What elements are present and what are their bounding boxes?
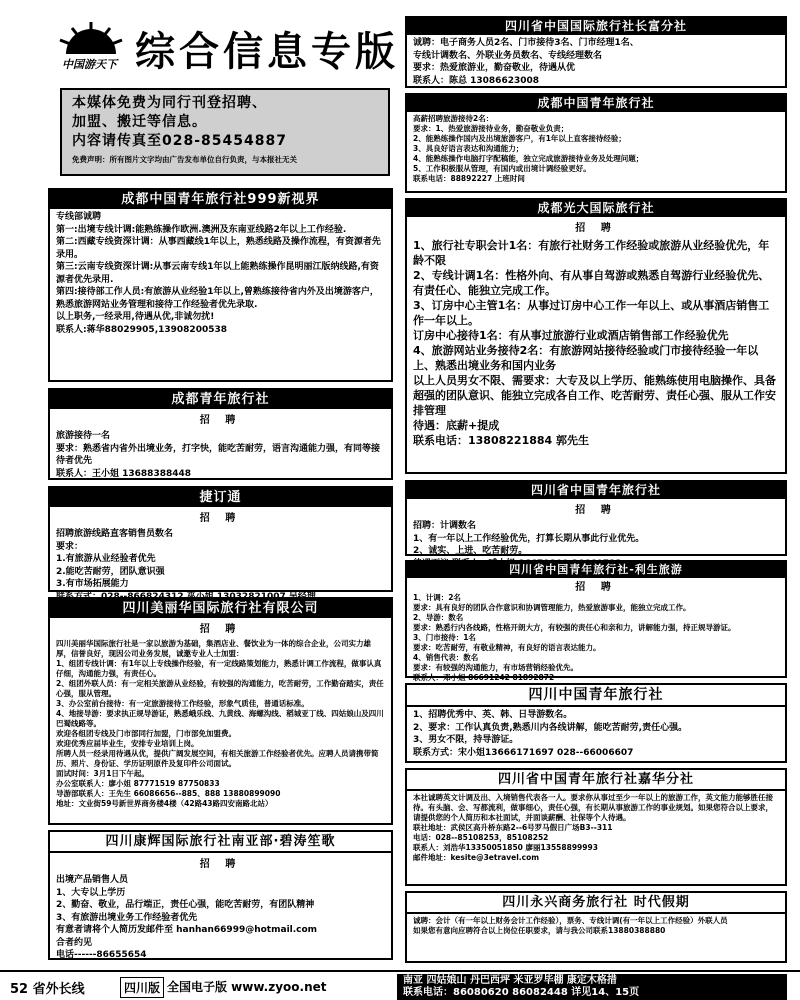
- ad-kanghui: [48, 830, 393, 960]
- ad-title: 成都中国青年旅行社999新视界: [50, 190, 391, 209]
- ad-lisheng: [405, 560, 787, 682]
- ad-line: 地址：文业街59号新世界商务楼4楼（42路43路四安南路北站）: [56, 799, 273, 808]
- ad-line: 专线部诚聘: [56, 212, 102, 222]
- ad-line: 合者约见: [56, 937, 93, 948]
- ad-contact: 联系人:蒋华88029905,13908200538: [56, 324, 228, 335]
- ad-line: 4、地接导游：要求执正规导游证，熟悉峨乐线、九黄线、海螺沟线、稻城亚丁线、四姑娘山及四川巴蜀线路等。: [56, 709, 384, 728]
- ad-line: 本社诚聘英文计调及出、入境销售代表各一人。要求你从事过至少一年以上的旅游工作，英文能力能够胜任接待。有头脑、会、写都流利，做事细心，责任心强，有长期从事旅游工作的事业规划。如果您符合以上要求，请提供您的个人简历和本社面试，并面谈薪酬、社保等个人待遇。: [413, 793, 773, 822]
- ad-title: 成都光大国际旅行社: [407, 200, 785, 217]
- ad-cyts-999: [48, 188, 393, 382]
- footer-ad-line1: 南亚 四姑娘山 丹巴西坪 米亚罗毕棚 康定木格措: [403, 975, 617, 986]
- ad-line: 要求：热爱旅游业，勤奋敬业，待遇从优: [413, 63, 576, 73]
- ad-title: 成都青年旅行社: [50, 390, 391, 409]
- ad-cyts-chengdu: [405, 93, 787, 193]
- ad-line: 2.能吃苦耐劳，团队意识强: [56, 566, 165, 577]
- ad-line: 要求：1、热爱旅游接待业务，勤奋敬业负责；: [413, 124, 569, 133]
- ad-line: 2、要求：工作认真负责,熟悉川内各线讲解，能吃苦耐劳,责任心强。: [413, 722, 688, 733]
- ad-line: 招聘旅游线路直客销售员数名: [56, 529, 174, 539]
- ad-line: 要求：: [56, 541, 84, 552]
- ad-line: 招聘：计调数名: [413, 521, 477, 531]
- ad-line: 2、勤奋、敬业，品行端正，责任心强，能吃苦耐劳，有团队精神: [56, 900, 315, 910]
- ad-sichuan-cyts-2: [405, 683, 787, 763]
- ad-subtitle: 招 聘: [575, 505, 617, 516]
- ad-line: 3.有市场拓展能力: [56, 579, 129, 589]
- edition-label: 四川版: [120, 977, 164, 998]
- ad-guangda: [405, 198, 787, 474]
- ad-line: 2、能熟练操作国内及出境旅游客户，有1年以上直客接待经验；: [413, 134, 626, 143]
- notice-box: [60, 88, 390, 176]
- ad-title: 四川美丽华国际旅行社有限公司: [50, 599, 391, 618]
- ad-line: 4、销售代表：数名: [413, 653, 479, 662]
- footer-ad: [397, 974, 787, 1000]
- ad-line: 所聘人员一经录用待遇从优，提供广阔发展空间，有相关旅游工作经验者优先。应聘人员请携带简历、照片、身份证、学历证明原件及复印件公司面试。: [56, 749, 379, 768]
- ad-subtitle: 招 聘: [199, 415, 242, 426]
- ad-line: 导游部联系人：王先生 66086656--885、888 13880899090: [56, 789, 281, 798]
- ad-line: 电话：028--85108253，85108252: [413, 833, 549, 842]
- ad-line: 3、有旅游出境业务工作经验者优先: [56, 912, 198, 923]
- ad-contact: 联系方式：宋小姐13666171697 028--66006607: [413, 747, 634, 758]
- ad-title: 四川省中国国际旅行社长富分社: [407, 18, 785, 35]
- ad-line: 四川美丽华国际旅行社是一家以旅游为基础，集酒店业、餐饮业为一体的综合企业，公司实力雄厚，信誉良好，现因公司业务发展，诚邀专业人士加盟：: [56, 639, 371, 658]
- ad-line: 1、大专以上学历: [56, 887, 126, 898]
- ad-line: 联系人：刘浩华13350051850 廖丽13558899993: [413, 843, 598, 852]
- ad-line: 3、男女不限，持导游证。: [413, 735, 519, 745]
- ad-line: 1.有旅游从业经验者优先: [56, 554, 156, 564]
- ad-title: 四川康辉国际旅行社南亚部·碧涛笙歌: [50, 832, 391, 853]
- ad-line: 诚聘：会计（有一年以上财务会计工作经验），票务、专线计调(有一年以上工作经验）外联人员: [413, 916, 728, 925]
- ad-line: 以上职务,一经录用,待遇从优,非诚勿扰!: [56, 312, 215, 322]
- ad-line: 4、能熟练操作电脑打字配稿能，独立完成旅游接待业务及处理问题；: [413, 154, 644, 163]
- ad-contact: 联系电话：13808221884 郭先生: [413, 434, 590, 447]
- ad-line: 4、旅游网站业务接待2名：有旅游网站接待经验或门市接待经验一年以上、熟悉出境业务和国内业务: [413, 344, 759, 372]
- ad-line: 联社地址：武侯区高升桥东路2--6号罗马假日广场B3--311: [413, 823, 613, 832]
- ad-line: 高薪招聘旅游接待2名：: [413, 114, 494, 123]
- ad-line: 有意者请将个人简历发邮件至 hanhan66999@hotmail.com: [56, 925, 318, 935]
- ad-subtitle: 招 聘: [199, 513, 242, 524]
- ad-title: 捷订通: [50, 488, 391, 507]
- ad-chengdu-youth: [48, 388, 393, 480]
- ad-line: 1、旅行社专职会计1名：有旅行社财务工作经验或旅游从业经验优先，年龄不限: [413, 239, 770, 267]
- ad-line: 订房中心接待1名：有从事过旅游行业或酒店销售部工作经验优先: [413, 329, 729, 342]
- notice-line: 加盟、搬迁等信息。: [72, 114, 207, 130]
- ad-line: 出境产品销售人员: [56, 875, 129, 885]
- ad-line: 1、招聘优秀中、英、韩、日导游数名。: [413, 710, 573, 720]
- notice-line: 本媒体免费为同行刊登招聘、: [72, 95, 267, 111]
- ad-contact: 联系人：陈总 13086623008: [413, 75, 540, 86]
- ad-subtitle: 招 聘: [199, 859, 242, 870]
- ad-line: 5、工作积极服从管理，有国内或出境计调经验更好。: [413, 164, 591, 173]
- ad-citc-changfu: [405, 16, 787, 88]
- ad-subtitle: 招 聘: [575, 582, 617, 593]
- ad-line: 2、专线计调1名：性格外向、有从事自驾游或熟悉自驾游行业经验优先、有责任心、能独立完成工作。: [413, 269, 770, 297]
- ad-line: 要求：吃苦耐劳，有敬业精神，有良好的语言表达能力。: [413, 643, 601, 652]
- ad-contact: 联系人：邓小姐 86691242 81892872: [413, 673, 555, 682]
- footer-ad-line2: 联系电话：86080620 86082448 详见14、15页: [403, 987, 640, 998]
- disclaimer: 免费声明：所有图片文字均由广告发布单位自行负责，与本报社无关: [72, 155, 297, 164]
- ad-meilihua: [48, 597, 393, 825]
- ad-contact: 联系人：王小姐 13688388448: [56, 468, 192, 479]
- ad-line: 欢迎优秀应届毕业生，安排专业培训上岗。: [56, 739, 199, 748]
- ad-line: 1、有一年以上工作经验优先，打算长期从事此行业优先。: [413, 533, 645, 544]
- ad-title: 四川省中国青年旅行社嘉华分社: [407, 770, 785, 791]
- page-title: 综合信息专版: [135, 28, 399, 75]
- ad-yongxing: [405, 891, 787, 963]
- ad-line: 要求：熟悉省内省外出境业务，打字快，能吃苦耐劳，语言沟通能力强，有同等接待者优先: [56, 443, 381, 466]
- ad-line: 1、组团专线计调：有1年以上专线操作经验，有一定线路策划能力，熟悉计调工作流程，做事认真仔细，沟通能力强，有责任心。: [56, 659, 382, 678]
- ad-line: 要求：具有良好的团队合作意识和协调管理能力，热爱旅游事业，能独立完成工作。: [413, 603, 691, 612]
- ad-line: 3、门市接待：1名: [413, 633, 476, 642]
- ad-line: 专线计调数名、外联业务员数名、专线经理数名: [413, 50, 603, 61]
- ad-line: 第四:接待部工作人员:有旅游从业经验1年以上,曾熟练接待省内外及出境游客户，熟悉旅游网站业务管理和接待工作经验者优先录取.: [56, 287, 379, 310]
- ad-line: 3、具良好语言表达和沟通能力；: [413, 144, 524, 153]
- ad-jiahua: [405, 768, 787, 886]
- ad-line: 3、办公室前台接待：有一定旅游接待工作经验，形象气质佳，普通话标准。: [56, 699, 309, 708]
- ad-line: 第三:云南专线资深计调:从事云南专线1年以上能熟练操作昆明丽江版纳线路,有资源者优先录用.: [56, 262, 379, 285]
- ad-line: 2、导游：数名: [413, 613, 464, 622]
- site-link[interactable]: 全国电子版 www.zyoo.net: [167, 980, 327, 994]
- notice-line: 内容请传真至028-85454887: [72, 133, 287, 149]
- ad-line: 待遇：底薪+提成: [413, 419, 500, 432]
- ad-subtitle: 招 聘: [199, 624, 242, 635]
- ad-line: 2、组团外联人员：有一定相关旅游从业经验，有较强的沟通能力，吃苦耐劳，工作勤奋踏实，责任心强，服从管理。: [56, 679, 384, 698]
- page-footer: [0, 970, 800, 1000]
- ad-title: 成都中国青年旅行社: [407, 95, 785, 112]
- ad-line: 邮件地址：kesite@3etravel.com: [413, 853, 540, 862]
- ad-subtitle: 招 聘: [575, 223, 617, 234]
- ad-sichuan-cyts: [405, 480, 787, 556]
- ad-line: 第一:出境专线计调:能熟练操作欧洲.澳洲及东南亚线路2年以上工作经验.: [56, 224, 347, 235]
- ad-title: 四川省中国青年旅行社: [407, 482, 785, 499]
- ad-line: 要求：有较强的沟通能力，有市场营销经验优先。: [413, 663, 578, 672]
- ad-contact: 联系电话：88892227 上班时间: [413, 174, 525, 183]
- ad-title: 四川省中国青年旅行社-利生旅游: [407, 562, 785, 578]
- logo-text: 中国游天下: [62, 58, 117, 71]
- ad-line: 旅游接待一名: [56, 431, 111, 441]
- ad-line: 如果您有意向应聘符合以上岗位任职要求，请与我公司联系13880388880: [413, 926, 666, 935]
- ad-line: 电话------86655654: [56, 950, 147, 960]
- ad-line: 3、订房中心主管1名：从事过订房中心工作一年以上、或从事酒店销售工作一年以上。: [413, 299, 770, 327]
- ad-line: 第二:西藏专线资深计调：从事西藏线1年以上，熟悉线路及操作流程，有资源者先录用。: [56, 237, 381, 260]
- ad-line: 诚聘：电子商务人员2名、门市接待3名、门市经理1名、: [413, 38, 639, 48]
- ad-line: 要求：熟悉行内各线路，性格开朗大方，有较强的责任心和亲和力，讲解能力强，持正规导游证。: [413, 623, 736, 632]
- ad-line: 以上人员男女不限、需要求：大专及以上学历、能熟练使用电脑操作、具备超强的团队意识、能独立完成各自工作、吃苦耐劳、责任心强、服从工作安排管理: [413, 374, 776, 417]
- ad-title: 四川永兴商务旅行社 时代假期: [407, 893, 785, 914]
- ad-title: 四川中国青年旅行社: [407, 685, 785, 707]
- page-label: 52 省外长线: [10, 982, 85, 997]
- ad-line: 面试时间：3月1日下午起。: [56, 769, 149, 778]
- ad-jiedingtong: [48, 486, 393, 592]
- ad-line: 2、诚实、上进、吃苦耐劳。: [413, 546, 528, 556]
- ad-line: 欢迎各组团专线及门市部同行加盟，门市部免加盟费。: [56, 729, 236, 738]
- ad-line: 办公室联系人：廖小姐 87771519 87750833: [56, 779, 220, 788]
- ad-line: 1、计调：2名: [413, 593, 461, 602]
